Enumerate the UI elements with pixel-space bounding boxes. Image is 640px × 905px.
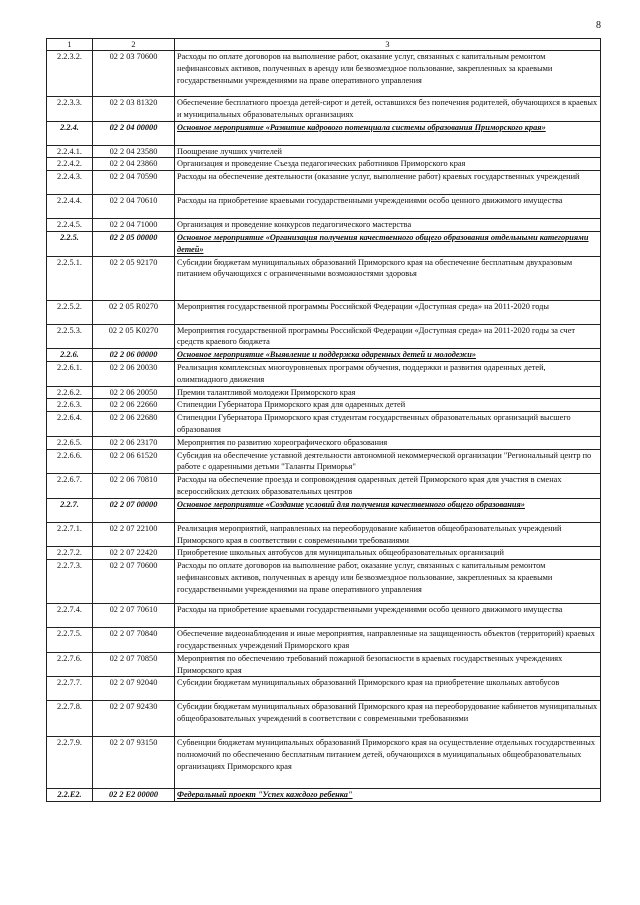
row-code: 2.2.7. <box>47 498 93 522</box>
row-text: Субсидия на обеспечение уставной деятельности автономной некоммерческой организации "Региональный центр по работе с одаренными детьми "Таланты Приморья" <box>175 449 601 474</box>
row-kbk: 02 2 07 93150 <box>93 737 175 789</box>
row-code: 2.2.5.2. <box>47 300 93 324</box>
row-code: 2.2.7.6. <box>47 652 93 677</box>
table-row <box>47 361 601 386</box>
row-kbk: 02 2 07 70610 <box>93 604 175 628</box>
row-text: Субсидии бюджетам муниципальных образований Приморского края на обеспечение бесплатным двухразовым питанием обучающихся с ограниченными возможностями здоровья <box>175 256 601 300</box>
table-row <box>47 51 601 97</box>
row-code: 2.2.6.5. <box>47 436 93 449</box>
row-kbk: 02 2 07 70850 <box>93 652 175 677</box>
header-col-3: 3 <box>175 39 601 51</box>
section-row <box>47 349 601 362</box>
table-row <box>47 474 601 499</box>
row-kbk: 02 2 04 70610 <box>93 195 175 219</box>
row-text: Организация и проведение Съезда педагогических работников Приморского края <box>175 158 601 171</box>
page-number: 8 <box>596 20 601 31</box>
row-kbk: 02 2 03 81320 <box>93 97 175 122</box>
row-text: Субсидии бюджетам муниципальных образований Приморского края на приобретение школьных автобусов <box>175 677 601 701</box>
row-code: 2.2.5.1. <box>47 256 93 300</box>
table-row <box>47 449 601 474</box>
row-code: 2.2.5.3. <box>47 324 93 349</box>
row-text: Организация и проведение конкурсов педагогического мастерства <box>175 219 601 232</box>
row-text: Основное мероприятие «Развитие кадрового потенциала системы образования Приморского края» <box>175 121 601 145</box>
row-text: Реализация комплексных многоуровневых программ обучения, поддержки и развития одаренных детей, олимпиадного движения <box>175 361 601 386</box>
table-row <box>47 560 601 604</box>
row-kbk: 02 2 06 61520 <box>93 449 175 474</box>
section-row <box>47 231 601 256</box>
row-text: Расходы на приобретение краевыми государственными учреждениями особо ценного движимого имущества <box>175 195 601 219</box>
row-text: Расходы на обеспечение деятельности (оказание услуг, выполнение работ) краевых государственных учреждений <box>175 171 601 195</box>
table-row <box>47 256 601 300</box>
table-row <box>47 677 601 701</box>
row-code: 2.2.6.3. <box>47 399 93 412</box>
row-kbk: 02 2 04 70590 <box>93 171 175 195</box>
row-code: 2.2.4.3. <box>47 171 93 195</box>
row-text: Расходы по оплате договоров на выполнение работ, оказание услуг, связанных с капитальным ремонтом нефинансовых активов, полученных в аренду или безвозмездное пользование, закрепленных за краевыми государственными учреждениями на праве оперативного управления <box>175 560 601 604</box>
table-row <box>47 604 601 628</box>
row-code: 2.2.7.1. <box>47 522 93 547</box>
row-text: Мероприятия по развитию хореографического образования <box>175 436 601 449</box>
row-code: 2.2.7.4. <box>47 604 93 628</box>
row-text: Основное мероприятие «Создание условий для получения качественного общего образования» <box>175 498 601 522</box>
row-kbk: 02 2 06 22660 <box>93 399 175 412</box>
header-col-1: 1 <box>47 39 93 51</box>
table-row <box>47 324 601 349</box>
row-code: 2.2.3.2. <box>47 51 93 97</box>
budget-classification-table <box>46 38 601 802</box>
row-kbk: 02 2 07 22420 <box>93 547 175 560</box>
row-code: 2.2.6.1. <box>47 361 93 386</box>
row-code: 2.2.7.7. <box>47 677 93 701</box>
row-kbk: 02 2 07 22100 <box>93 522 175 547</box>
row-text: Поощрение лучших учителей <box>175 145 601 158</box>
row-kbk: 02 2 05 R0270 <box>93 300 175 324</box>
table-row <box>47 145 601 158</box>
row-text: Расходы на обеспечение проезда и сопровождения одаренных детей Приморского края для участия в сменах всероссийских детских образовательных центров <box>175 474 601 499</box>
table-row <box>47 195 601 219</box>
row-kbk: 02 2 05 K0270 <box>93 324 175 349</box>
table-row <box>47 412 601 437</box>
row-text: Обеспечение видеонаблюдения и иные мероприятия, направленные на защищенность объектов (территорий) краевых государственных учреждений Приморского края <box>175 628 601 653</box>
row-kbk: 02 2 05 92170 <box>93 256 175 300</box>
row-text: Основное мероприятие «Организация получения качественного общего образования отдельными категориями детей» <box>175 231 601 256</box>
row-kbk: 02 2 04 23580 <box>93 145 175 158</box>
row-text: Мероприятия государственной программы Российской Федерации «Доступная среда» на 2011-2020 годы за счет средств краевого бюджета <box>175 324 601 349</box>
row-code: 2.2.7.5. <box>47 628 93 653</box>
table-row <box>47 436 601 449</box>
row-text: Обеспечение бесплатного проезда детей-сирот и детей, оставшихся без попечения родителей, обучающихся в краевых и муниципальных образовательных организациях <box>175 97 601 122</box>
row-code: 2.2.6.2. <box>47 386 93 399</box>
table-row <box>47 171 601 195</box>
row-kbk: 02 2 07 00000 <box>93 498 175 522</box>
row-text: Субвенции бюджетам муниципальных образований Приморского края на осуществление отдельных государственных полномочий по обеспечению бесплатным питанием детей, обучающихся в муниципальных общеобразовательных организациях Приморского края <box>175 737 601 789</box>
row-code: 2.2.7.2. <box>47 547 93 560</box>
row-text: Субсидии бюджетам муниципальных образований Приморского края на переоборудование кабинетов муниципальных общеобразовательных учреждений в соответствии с современными требованиями <box>175 701 601 737</box>
table-row <box>47 737 601 789</box>
row-text: Стипендии Губернатора Приморского края студентам государственных образовательных организаций высшего образования <box>175 412 601 437</box>
row-kbk: 02 2 07 70840 <box>93 628 175 653</box>
row-kbk: 02 2 06 00000 <box>93 349 175 362</box>
table-row <box>47 522 601 547</box>
row-kbk: 02 2 07 92430 <box>93 701 175 737</box>
table-body <box>47 39 601 802</box>
table-row <box>47 219 601 232</box>
row-text: Премии талантливой молодежи Приморского края <box>175 386 601 399</box>
row-text: Расходы по оплате договоров на выполнение работ, оказание услуг, связанных с капитальным ремонтом нефинансовых активов, полученных в аренду или безвозмездное пользование, закрепленных за краевыми государственными учреждениями на праве оперативного управления <box>175 51 601 97</box>
row-kbk: 02 2 07 92040 <box>93 677 175 701</box>
row-code: 2.2.4.4. <box>47 195 93 219</box>
row-code: 2.2.5. <box>47 231 93 256</box>
row-kbk: 02 2 04 71000 <box>93 219 175 232</box>
row-code: 2.2.4.5. <box>47 219 93 232</box>
row-text: Расходы на приобретение краевыми государственными учреждениями особо ценного движимого имущества <box>175 604 601 628</box>
row-kbk: 02 2 04 23860 <box>93 158 175 171</box>
table-row <box>47 652 601 677</box>
row-kbk: 02 2 03 70600 <box>93 51 175 97</box>
row-code: 2.2.3.3. <box>47 97 93 122</box>
row-kbk: 02 2 06 22680 <box>93 412 175 437</box>
row-kbk: 02 2 06 20030 <box>93 361 175 386</box>
row-kbk: 02 2 06 20050 <box>93 386 175 399</box>
table-row <box>47 386 601 399</box>
row-code: 2.2.6.7. <box>47 474 93 499</box>
row-code: 2.2.E2. <box>47 789 93 802</box>
section-row <box>47 498 601 522</box>
section-row <box>47 789 601 802</box>
table-row <box>47 701 601 737</box>
table-row <box>47 300 601 324</box>
table-header-row <box>47 39 601 51</box>
row-text: Мероприятия по обеспечению требований пожарной безопасности в краевых государственных учреждениях Приморского края <box>175 652 601 677</box>
row-kbk: 02 2 05 00000 <box>93 231 175 256</box>
row-code: 2.2.4.1. <box>47 145 93 158</box>
table-row <box>47 399 601 412</box>
row-kbk: 02 2 04 00000 <box>93 121 175 145</box>
row-code: 2.2.6. <box>47 349 93 362</box>
table-row <box>47 158 601 171</box>
row-kbk: 02 2 E2 00000 <box>93 789 175 802</box>
row-text: Приобретение школьных автобусов для муниципальных общеобразовательных организаций <box>175 547 601 560</box>
table-row <box>47 628 601 653</box>
row-code: 2.2.4. <box>47 121 93 145</box>
row-code: 2.2.6.6. <box>47 449 93 474</box>
row-text: Федеральный проект "Успех каждого ребенка" <box>175 789 601 802</box>
header-col-2: 2 <box>93 39 175 51</box>
row-text: Реализация мероприятий, направленных на переоборудование кабинетов общеобразовательных учреждений Приморского края в соответствии с современными требованиями <box>175 522 601 547</box>
row-code: 2.2.7.9. <box>47 737 93 789</box>
row-kbk: 02 2 06 23170 <box>93 436 175 449</box>
row-code: 2.2.4.2. <box>47 158 93 171</box>
section-row <box>47 121 601 145</box>
row-kbk: 02 2 06 70810 <box>93 474 175 499</box>
row-code: 2.2.7.8. <box>47 701 93 737</box>
row-code: 2.2.7.3. <box>47 560 93 604</box>
row-code: 2.2.6.4. <box>47 412 93 437</box>
table-row <box>47 547 601 560</box>
row-text: Стипендии Губернатора Приморского края для одаренных детей <box>175 399 601 412</box>
row-text: Мероприятия государственной программы Российской Федерации «Доступная среда» на 2011-2020 годы <box>175 300 601 324</box>
row-kbk: 02 2 07 70600 <box>93 560 175 604</box>
row-text: Основное мероприятие «Выявление и поддержка одаренных детей и молодежи» <box>175 349 601 362</box>
table-row <box>47 97 601 122</box>
